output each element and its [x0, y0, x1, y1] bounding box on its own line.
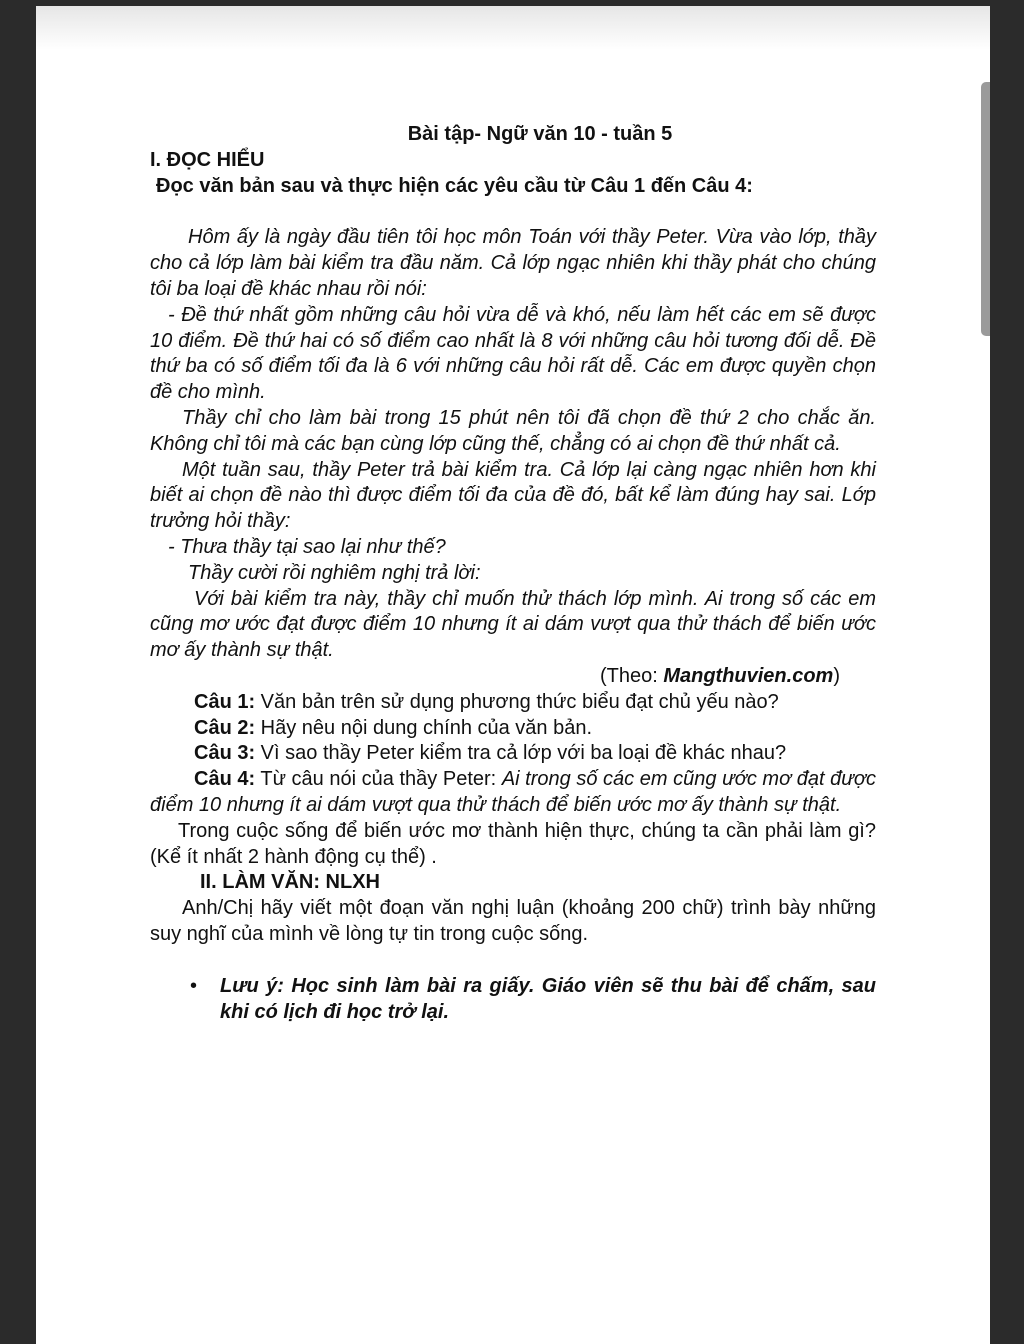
question-text: Từ câu nói của thầy Peter:	[255, 768, 502, 791]
document-title: Bài tập- Ngữ văn 10 - tuần 5	[407, 123, 673, 145]
instruction: Đọc văn bản sau và thực hiện các yêu cầu từ Câu 1 đến Câu 4:	[156, 174, 753, 197]
source-name: Mangthuvien.com	[663, 664, 834, 687]
bullet-icon: •	[190, 974, 198, 997]
question-4-followup: Trong cuộc sống để biến ước mơ thành hiện thực, chúng ta cần phải làm gì? (Kể ít nhất 2 hành động cụ thể) .	[150, 819, 876, 868]
question-quote: Ai trong số các em cũng ước mơ đạt được điểm 10 nhưng ít ai dám vượt qua thử thách để biến ước mơ ấy thành sự thật.	[150, 768, 877, 816]
note-text: Lưu ý: Học sinh làm bài ra giấy. Giáo viên sẽ thu bài để chấm, sau khi có lịch đi học trở lại.	[220, 974, 876, 1023]
question-4	[150, 767, 876, 819]
question-text: Văn bản trên sử dụng phương thức biểu đạt chủ yếu nào?	[255, 690, 779, 713]
passage-paragraph-7: Với bài kiểm tra này, thầy chỉ muốn thử thách lớp mình. Ai trong số các em cũng mơ ước đạt được điểm 10 nhưng ít ai dám vượt qua thử thách để biến ước mơ ấy thành sự thật.	[150, 587, 876, 662]
source-suffix: )	[833, 664, 840, 687]
question-text: Hãy nêu nội dung chính của văn bản.	[255, 716, 593, 739]
question-1	[150, 690, 876, 716]
source-prefix: (Theo:	[599, 664, 664, 687]
page-top-shadow	[36, 6, 990, 50]
question-label: Câu 3:	[194, 742, 256, 765]
question-3	[150, 741, 876, 767]
question-label: Câu 1:	[194, 690, 256, 713]
passage-paragraph-1: Hôm ấy là ngày đầu tiên tôi học môn Toán với thầy Peter. Vừa vào lớp, thầy cho cả lớp làm bài kiểm tra đầu năm. Cả lớp ngạc nhiên khi thầy phát cho chúng tôi ba loại đề khác nhau rồi nói:	[150, 226, 876, 300]
question-label: Câu 2:	[194, 716, 256, 739]
note-list-item	[150, 974, 876, 1026]
section1-heading: I. ĐỌC HIỂU	[150, 148, 265, 171]
question-label: Câu 4:	[194, 768, 256, 791]
document-content	[150, 122, 876, 1025]
document-page	[36, 6, 990, 1344]
section2-heading: II. LÀM VĂN: NLXH	[200, 871, 380, 894]
passage-paragraph-6: Thầy cười rồi nghiêm nghị trả lời:	[188, 561, 481, 584]
question-2	[150, 716, 876, 742]
source-citation	[150, 664, 876, 690]
passage-paragraph-2: - Đề thứ nhất gồm những câu hỏi vừa dễ và khó, nếu làm hết các em sẽ được 10 điểm. Đề thứ hai có số điểm cao nhất là 8 với những câu hỏi tương đối dễ. Đề thứ ba có số điểm tối đa là 6 với những câu hỏi rất dễ. Các em được quyền chọn đề cho mình.	[150, 303, 876, 404]
passage-paragraph-4: Một tuần sau, thầy Peter trả bài kiểm tra. Cả lớp lại càng ngạc nhiên hơn khi biết ai chọn đề nào thì được điểm tối đa của đề đó, bất kể làm đúng hay sai. Lớp trưởng hỏi thầy:	[150, 458, 876, 533]
passage-paragraph-5: - Thưa thầy tại sao lại như thế?	[168, 535, 446, 558]
question-text: Vì sao thầy Peter kiểm tra cả lớp với ba loại đề khác nhau?	[255, 742, 787, 765]
essay-prompt: Anh/Chị hãy viết một đoạn văn nghị luận (khoảng 200 chữ) trình bày những suy nghĩ của mình về lòng tự tin trong cuộc sống.	[150, 897, 876, 945]
scrollbar-thumb[interactable]	[981, 82, 990, 336]
passage-paragraph-3: Thầy chỉ cho làm bài trong 15 phút nên tôi đã chọn đề thứ 2 cho chắc ăn. Không chỉ tôi mà các bạn cùng lớp cũng thế, chẳng có ai chọn đề thứ nhất cả.	[150, 406, 876, 455]
